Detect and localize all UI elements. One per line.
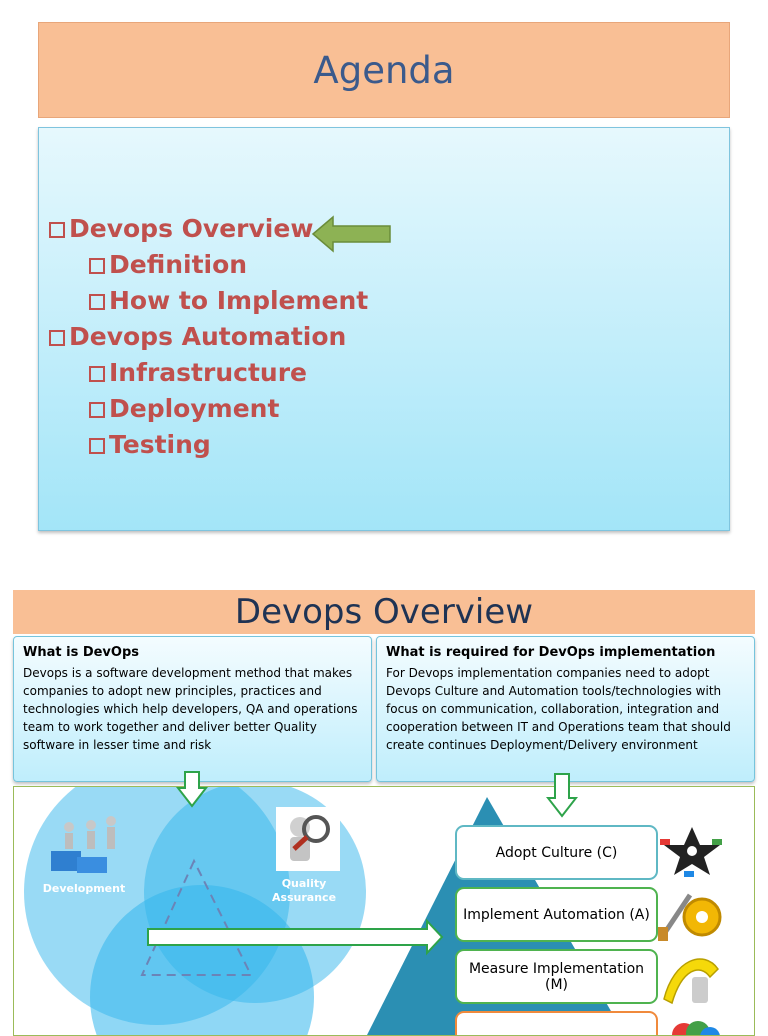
step-measure-implementation: Measure Implementation (M) (455, 949, 658, 1004)
agenda-item-definition: Definition (89, 250, 247, 279)
checkbox-icon (49, 330, 65, 346)
devops-requirements-heading: What is required for DevOps implementation (386, 645, 716, 660)
step-adopt-culture: Adopt Culture (C) (455, 825, 658, 880)
devops-requirements-text: For Devops implementation companies need to adopt Devops Culture and Automation tools/technologies with focus on communication, collaboration, integration and cooperation between IT and Operations team that should create continues Deployment/Delivery environment (386, 666, 731, 752)
checkbox-icon (89, 294, 105, 310)
agenda-item-devops-automation: Devops Automation (49, 322, 346, 351)
agenda-title: Agenda (313, 48, 455, 92)
checkbox-icon (89, 438, 105, 454)
overview-header (13, 590, 755, 634)
agenda-item-deployment: Deployment (89, 394, 279, 423)
agenda-item-how-to-implement: How to Implement (89, 286, 368, 315)
agenda-header (38, 22, 730, 118)
what-is-devops-text: Devops is a software development method that makes companies to adopt new principles, practices and technologies which help developers, QA and operations team to work together and deliver better Quality software in lesser time and risk (23, 666, 358, 752)
measuring-tape-icon (654, 949, 730, 1007)
devops-center-label: DevOps (163, 929, 225, 945)
development-label: Development (42, 882, 126, 895)
devops-diagram (13, 786, 755, 1036)
what-is-devops-box (13, 636, 372, 782)
what-is-devops-heading: What is DevOps (23, 645, 140, 660)
checkbox-icon (89, 366, 105, 382)
checkbox-icon (89, 258, 105, 274)
checkbox-icon (49, 222, 65, 238)
overview-title: Devops Overview (234, 592, 534, 632)
agenda-item-testing: Testing (89, 430, 211, 459)
colorful-icon (664, 1015, 724, 1036)
left-arrow-icon (311, 214, 393, 254)
hands-star-icon (654, 825, 730, 879)
devops-requirements-box (376, 636, 755, 782)
down-arrow-icon-right (546, 772, 578, 818)
development-team-icon (47, 813, 123, 877)
agenda-item-infrastructure: Infrastructure (89, 358, 307, 387)
down-arrow-icon-left (176, 770, 208, 808)
magnifier-person-icon (276, 807, 340, 871)
agenda-item-devops-overview: Devops Overview (49, 214, 313, 243)
gear-tools-icon (654, 887, 730, 943)
agenda-body (38, 127, 730, 531)
step-implement-automation: Implement Automation (A) (455, 887, 658, 942)
quality-assurance-label: Quality Assurance (271, 877, 337, 904)
checkbox-icon (89, 402, 105, 418)
